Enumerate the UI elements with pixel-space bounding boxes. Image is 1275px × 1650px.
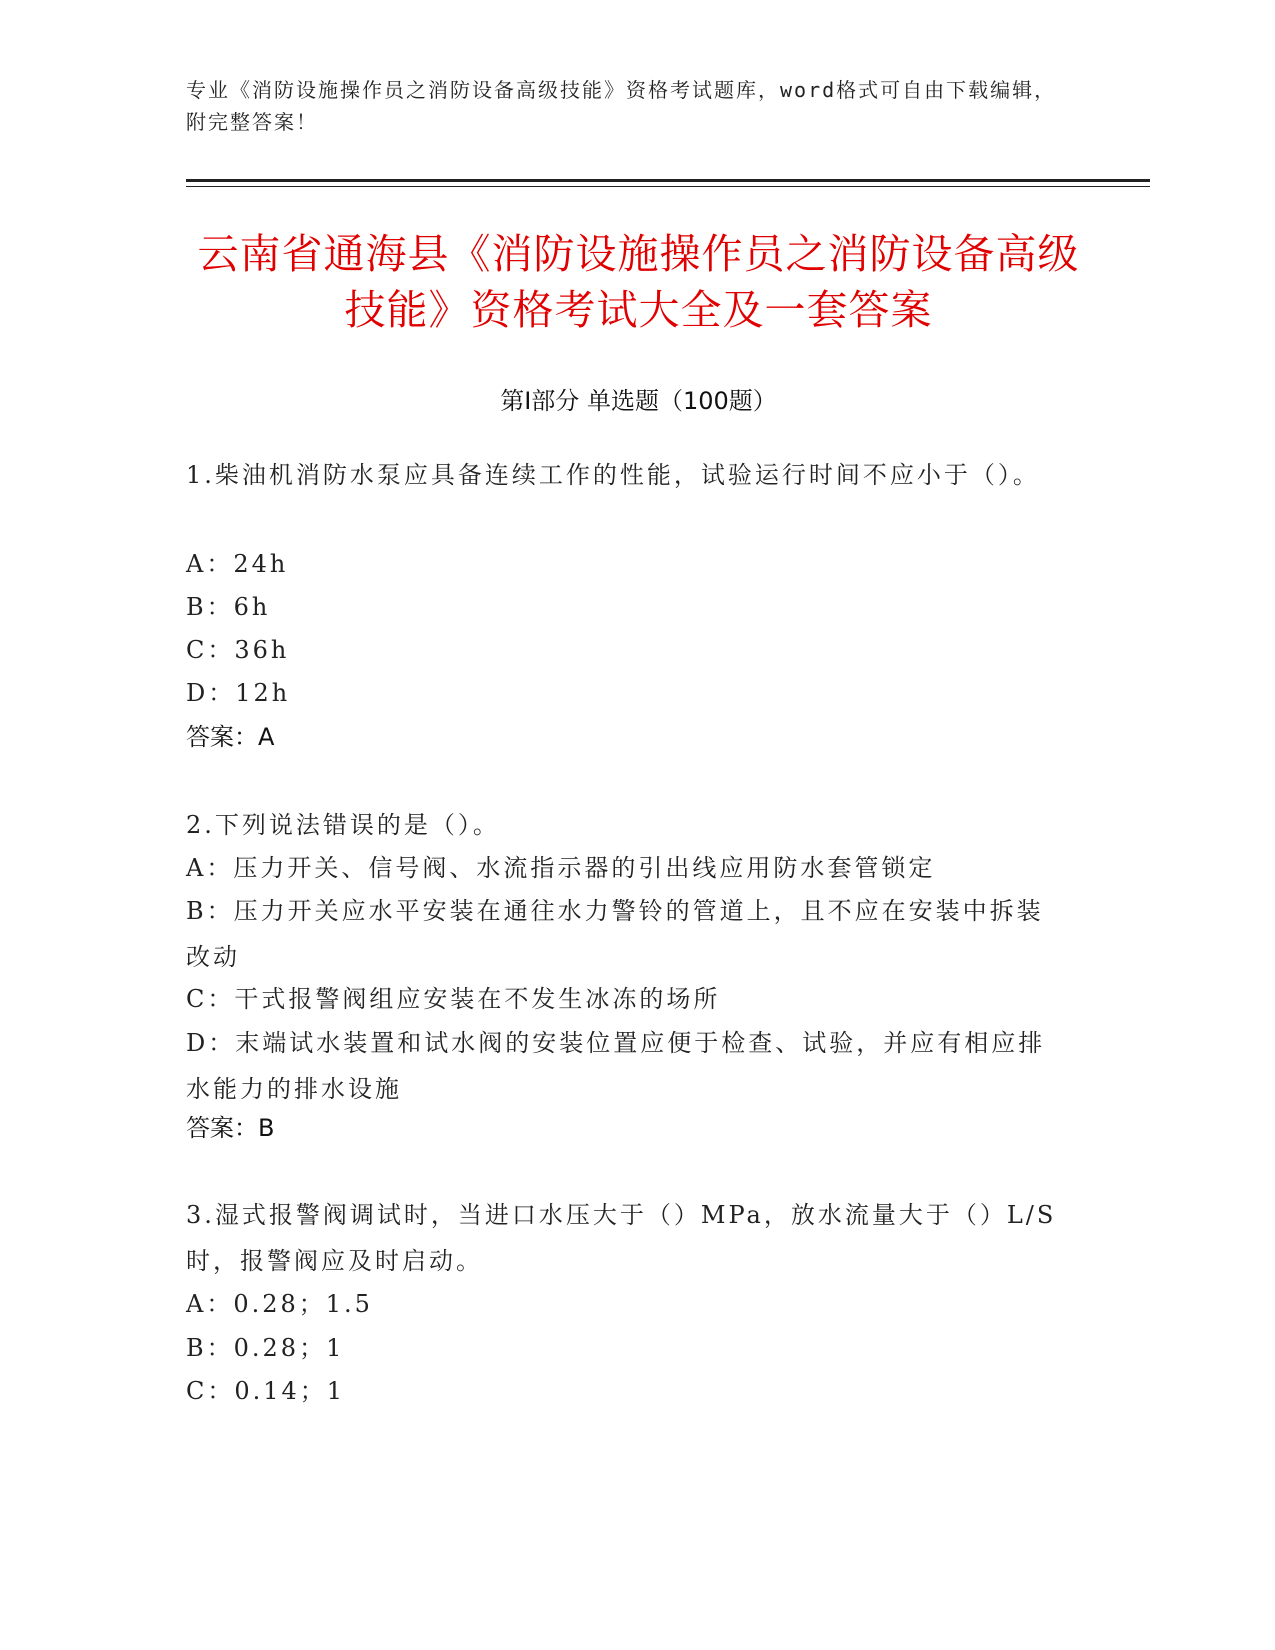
question-3-option-b: B：0.28；1: [186, 1334, 345, 1362]
question-2-answer: 答案：B: [186, 1114, 275, 1142]
question-1-option-c: C：36h: [186, 636, 290, 664]
question-2-option-d: D：末端试水装置和试水阀的安装位置应便于检查、试验，并应有相应排水能力的排水设施: [186, 1029, 1046, 1103]
header-note: 专业《消防设施操作员之消防设备高级技能》资格考试题库，word格式可自由下载编辑，附完整答案！: [186, 78, 1057, 134]
question-2-option-b: B：压力开关应水平安装在通往水力警铃的管道上，且不应在安装中拆装改动: [186, 897, 1044, 971]
document-title: 云南省通海县《消防设施操作员之消防设备高级技能》资格考试大全及一套答案: [197, 230, 1080, 334]
question-1-answer: 答案：A: [186, 723, 275, 751]
question-1-text: 1.柴油机消防水泵应具备连续工作的性能，试验运行时间不应小于（）。: [186, 461, 1040, 489]
section-title: 第I部分 单选题（100题）: [500, 387, 777, 415]
question-1-option-d: D：12h: [186, 679, 291, 707]
question-2-text: 2.下列说法错误的是（）。: [186, 811, 500, 839]
question-3-text: 3.湿式报警阀调试时，当进口水压大于（）MPa，放水流量大于（）L/S时，报警阀应及时启动。: [186, 1201, 1057, 1275]
question-1-option-a: A：24h: [186, 550, 289, 578]
question-2-option-a: A：压力开关、信号阀、水流指示器的引出线应用防水套管锁定: [186, 854, 936, 882]
question-1-option-b: B：6h: [186, 593, 271, 621]
question-3-option-c: C：0.14；1: [186, 1377, 346, 1405]
question-2-option-c: C：干式报警阀组应安装在不发生冰冻的场所: [186, 985, 721, 1013]
header-rule-thick: [186, 179, 1150, 182]
question-3-option-a: A：0.28；1.5: [186, 1290, 373, 1318]
header-rule-thin: [186, 186, 1150, 187]
